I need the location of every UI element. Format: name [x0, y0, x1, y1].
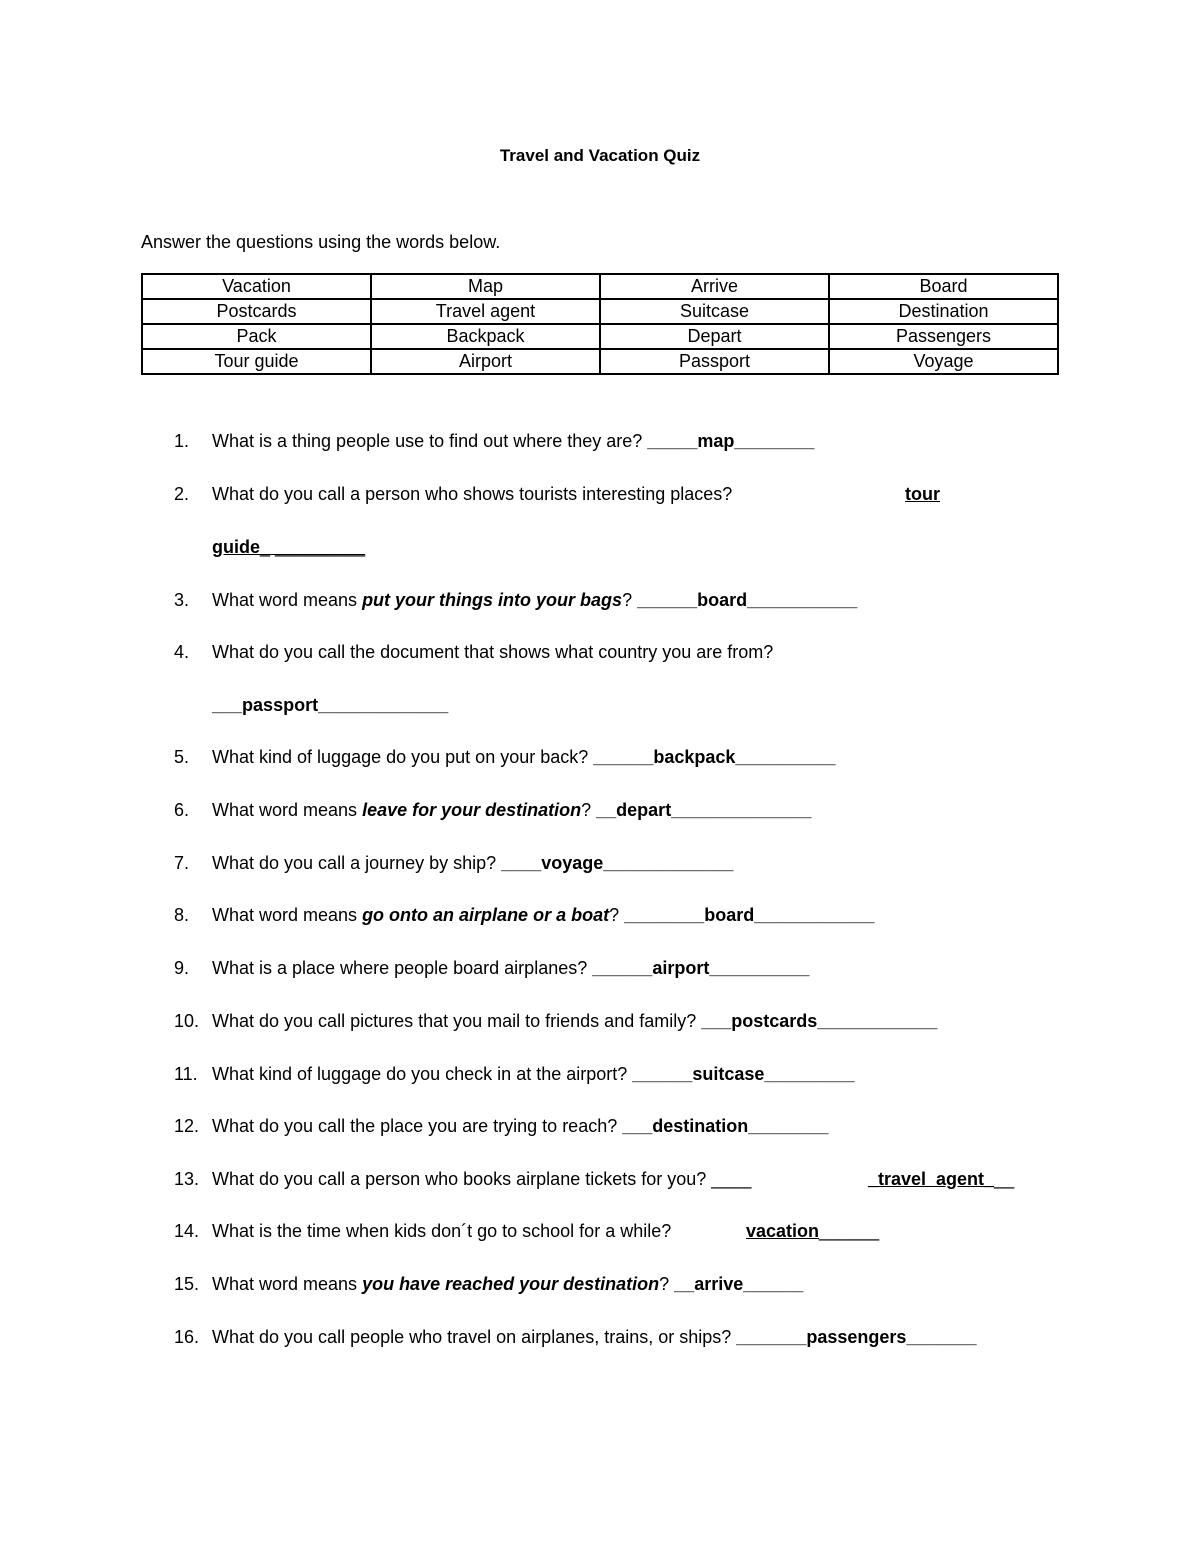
question-6 — [174, 800, 811, 821]
answer-blank-pre: ____ — [501, 853, 542, 873]
question-12 — [174, 1116, 828, 1137]
word-bank-cell: Airport — [371, 349, 600, 374]
question-text: What do you call the document that shows what country you are from? — [212, 642, 774, 662]
question-text: ? — [659, 1274, 675, 1294]
answer-blank-post: _ _________ — [260, 537, 366, 557]
question-number: 1. — [174, 431, 190, 451]
answer-blank-post: ____________ — [817, 1011, 938, 1031]
question-text: What word means — [212, 1274, 363, 1294]
question-number: 13. — [174, 1169, 200, 1189]
answer-blank-post: ______ — [743, 1274, 804, 1294]
word-bank-cell: Postcards — [142, 299, 371, 324]
question-text: What do you call people who travel on airplanes, trains, or ships? — [212, 1327, 737, 1347]
word-bank-row — [142, 349, 1058, 374]
question-number: 8. — [174, 905, 190, 925]
question-8 — [174, 905, 874, 926]
word-bank-cell: Pack — [142, 324, 371, 349]
question-number: 14. — [174, 1221, 200, 1241]
question-text: What word means — [212, 800, 363, 820]
question-14 — [174, 1221, 974, 1242]
word-bank-cell: Passengers — [829, 324, 1058, 349]
answer: backpack — [653, 747, 736, 767]
question-number: 5. — [174, 747, 190, 767]
answer-blank-post: ____________ — [754, 905, 875, 925]
question-text: ? — [622, 590, 638, 610]
question-10 — [174, 1011, 937, 1032]
question-number: 15. — [174, 1274, 200, 1294]
answer-blank-pre: _____ — [647, 431, 698, 451]
answer-blank-pre: ______ — [593, 747, 654, 767]
answer-blank-post: __________ — [709, 958, 810, 978]
answer: destination — [652, 1116, 749, 1136]
question-7 — [174, 853, 733, 874]
word-bank-cell: Destination — [829, 299, 1058, 324]
question-number: 10. — [174, 1011, 200, 1031]
question-5 — [174, 747, 836, 768]
word-bank-cell: Depart — [600, 324, 829, 349]
answer: vacation — [746, 1221, 820, 1241]
answer: passport — [242, 695, 319, 715]
question-number: 11. — [174, 1064, 198, 1084]
question-16 — [174, 1327, 977, 1348]
answer-blank-pre: ______ — [592, 958, 653, 978]
question-text: ? — [581, 800, 597, 820]
question-text: What is a place where people board airplanes? — [212, 958, 593, 978]
question-emphasis: go onto an airplane or a boat — [362, 905, 610, 925]
question-emphasis: you have reached your destination — [362, 1274, 660, 1294]
word-bank-cell: Backpack — [371, 324, 600, 349]
word-bank-cell: Voyage — [829, 349, 1058, 374]
question-text: What word means — [212, 590, 363, 610]
answer: board — [697, 590, 748, 610]
question-text: What do you call a person who books airplane tickets for you? — [212, 1169, 712, 1189]
question-number: 3. — [174, 590, 190, 610]
word-bank-cell: Passport — [600, 349, 829, 374]
question-15 — [174, 1274, 803, 1295]
question-text: What do you call pictures that you mail to friends and family? — [212, 1011, 702, 1031]
word-bank-row — [142, 274, 1058, 299]
question-text: ? — [609, 905, 625, 925]
answer-blank-pre: ___ — [622, 1116, 653, 1136]
question-13 — [174, 1169, 1024, 1190]
answer-blank-post: _______ — [906, 1327, 977, 1347]
answer: depart — [616, 800, 672, 820]
question-text: What kind of luggage do you check in at the airport? — [212, 1064, 633, 1084]
question-text: What is the time when kids don´t go to school for a while? — [212, 1221, 672, 1241]
answer-blank-pre: ______ — [632, 1064, 693, 1084]
answer-blank-post: ______ — [819, 1221, 880, 1241]
answer-blank-post: ________ — [734, 431, 815, 451]
question-text: What do you call a journey by ship? — [212, 853, 502, 873]
answer-blank-post: _________ — [764, 1064, 855, 1084]
answer-blank-post: ___________ — [747, 590, 858, 610]
question-text: What do you call the place you are trying to reach? — [212, 1116, 623, 1136]
answer-blank-pre: __ — [674, 1274, 695, 1294]
answer: map — [697, 431, 735, 451]
answer: suitcase — [692, 1064, 765, 1084]
question-4-continuation — [212, 695, 448, 716]
question-emphasis: leave for your destination — [362, 800, 582, 820]
word-bank-cell: Tour guide — [142, 349, 371, 374]
word-bank-cell: Travel agent — [371, 299, 600, 324]
answer: airport — [652, 958, 710, 978]
question-number: 4. — [174, 642, 190, 662]
answer-blank-pre: _______ — [736, 1327, 807, 1347]
question-text: What do you call a person who shows tourists interesting places? — [212, 484, 733, 504]
answer-blank-post: __ — [994, 1169, 1015, 1189]
answer: board — [704, 905, 755, 925]
question-1 — [174, 431, 814, 452]
question-number: 9. — [174, 958, 190, 978]
instructions: Answer the questions using the words below. — [141, 232, 501, 252]
word-bank-cell: Vacation — [142, 274, 371, 299]
question-text: What kind of luggage do you put on your back? — [212, 747, 594, 767]
page-title: Travel and Vacation Quiz — [499, 146, 701, 165]
answer-blank-pre: ___ — [701, 1011, 732, 1031]
word-bank-table — [141, 273, 1059, 375]
question-number: 6. — [174, 800, 190, 820]
answer-blank-post: ______________ — [671, 800, 812, 820]
question-number: 12. — [174, 1116, 200, 1136]
answer-blank-pre: ____ — [711, 1169, 752, 1189]
answer-blank-post: _____________ — [603, 853, 734, 873]
word-bank-row — [142, 299, 1058, 324]
question-2-continuation — [212, 537, 365, 558]
answer: voyage — [541, 853, 604, 873]
question-number: 16. — [174, 1327, 200, 1347]
question-9 — [174, 958, 809, 979]
question-3 — [174, 590, 857, 611]
answer: arrive — [694, 1274, 744, 1294]
answer-blank-post: __________ — [735, 747, 836, 767]
answer-blank-pre: __ — [596, 800, 617, 820]
word-bank-cell: Arrive — [600, 274, 829, 299]
answer: guide — [212, 537, 260, 557]
question-2 — [174, 484, 974, 505]
question-number: 7. — [174, 853, 190, 873]
answer-blank-pre: ________ — [624, 905, 705, 925]
answer-blank-pre: ___ — [212, 695, 243, 715]
answer: tour — [905, 484, 940, 504]
answer: _travel agent_ — [868, 1169, 995, 1189]
answer-blank-post: _____________ — [318, 695, 449, 715]
question-11 — [174, 1064, 855, 1085]
word-bank-cell: Board — [829, 274, 1058, 299]
word-bank-row — [142, 324, 1058, 349]
question-emphasis: put your things into your bags — [362, 590, 623, 610]
answer-blank-pre: ______ — [637, 590, 698, 610]
question-text: What word means — [212, 905, 363, 925]
question-text: What is a thing people use to find out where they are? — [212, 431, 648, 451]
answer: passengers — [806, 1327, 907, 1347]
question-number: 2. — [174, 484, 190, 504]
question-4 — [174, 642, 773, 663]
answer-blank-post: ________ — [748, 1116, 829, 1136]
word-bank-cell: Map — [371, 274, 600, 299]
word-bank-cell: Suitcase — [600, 299, 829, 324]
answer: postcards — [731, 1011, 818, 1031]
